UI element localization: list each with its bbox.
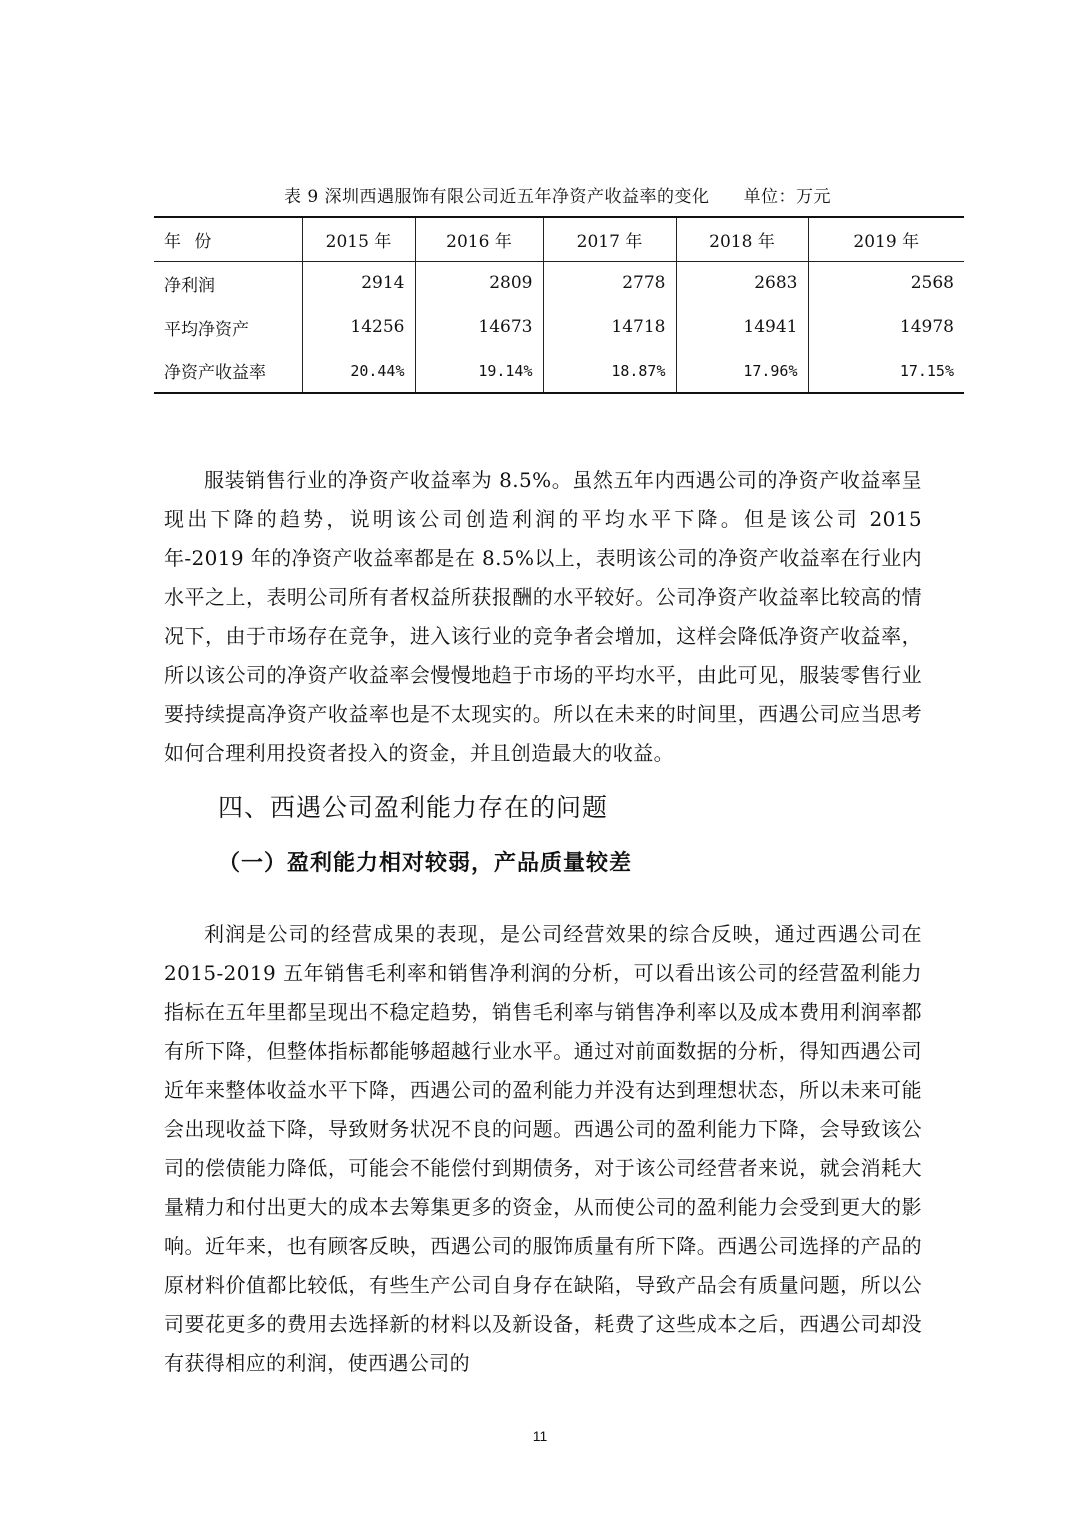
table-cell: 2568 <box>808 261 964 305</box>
table-row-net-profit <box>154 261 964 305</box>
table-caption-title: 表 9 深圳西遇服饰有限公司近五年净资产收益率的变化 <box>283 187 710 207</box>
body-paragraph-profitability: 利润是公司的经营成果的表现，是公司经营效果的综合反映，通过西遇公司在 2015-2019 五年销售毛利率和销售净利润的分析，可以看出该公司的经营盈利能力指标在五年里都呈现出不稳定趋势，销售毛利率与销售净利率以及成本费用利润率都有所下降，但整体指标都能够超越行业水平。通过对前面数据的分析，得知西遇公司近年来整体收益水平下降，西遇公司的盈利能力并没有达到理想状态，所以未来可能会出现收益下降，导致财务状况不良的问题。西遇公司的盈利能力下降，会导致该公司的偿债能力降低，可能会不能偿付到期债务，对于该公司经营者来说，就会消耗大量精力和付出更大的成本去筹集更多的资金，从而使公司的盈利能力会受到更大的影响。近年来，也有顾客反映，西遇公司的服饰质量有所下降。西遇公司选择的产品的原材料价值都比较低，有些生产公司自身存在缺陷，导致产品会有质量问题，所以公司要花更多的费用去选择新的材料以及新设备，耗费了这些成本之后，西遇公司却没有获得相应的利润，使西遇公司的 <box>164 922 922 1375</box>
subsection-heading: （一）盈利能力相对较弱，产品质量较差 <box>218 851 633 876</box>
row-label: 平均净资产 <box>164 319 249 340</box>
table-cell: 20.44% <box>302 349 415 393</box>
table-cell: 14673 <box>415 305 543 349</box>
roe-table <box>154 216 964 394</box>
table-cell: 18.87% <box>543 349 676 393</box>
row-label: 净资产收益率 <box>154 349 302 393</box>
table-row-roe <box>154 349 964 393</box>
table-cell: 17.96% <box>676 349 808 393</box>
table-row-avg-net-assets <box>154 305 964 349</box>
table-cell: 2914 <box>302 261 415 305</box>
header-cell: 2019 年 <box>808 217 964 261</box>
table-cell: 14941 <box>676 305 808 349</box>
table-cell: 2683 <box>676 261 808 305</box>
page-number: 11 <box>532 1428 548 1444</box>
body-paragraph-roe-analysis: 服装销售行业的净资产收益率为 8.5%。虽然五年内西遇公司的净资产收益率呈现出下降的趋势，说明该公司创造利润的平均水平下降。但是该公司 2015 年-2019 年的净资产收益率都是在 8.5%以上，表明该公司的净资产收益率在行业内水平之上，表明公司所有者权益所获报酬的水平较好。公司净资产收益率比较高的情况下，由于市场存在竞争，进入该行业的竞争者会增加，这样会降低净资产收益率，所以该公司的净资产收益率会慢慢地趋于市场的平均水平，由此可见，服装零售行业要持续提高净资产收益率也是不太现实的。所以在未来的时间里，西遇公司应当思考如何合理利用投资者投入的资金，并且创造最大的收益。 <box>164 468 922 765</box>
table-cell: 14718 <box>543 305 676 349</box>
row-label: 净利润 <box>164 275 215 296</box>
header-cell: 2017 年 <box>543 217 676 261</box>
table-header-row <box>154 217 964 261</box>
table-cell: 19.14% <box>415 349 543 393</box>
header-cell: 2016 年 <box>415 217 543 261</box>
header-cell: 2015 年 <box>302 217 415 261</box>
table-cell: 2809 <box>415 261 543 305</box>
table-caption-unit: 单位：万元 <box>743 187 832 207</box>
header-cell: 年 份 <box>154 217 302 261</box>
table-cell: 2778 <box>543 261 676 305</box>
table-caption <box>150 182 965 207</box>
header-cell: 2018 年 <box>676 217 808 261</box>
table-cell: 14978 <box>808 305 964 349</box>
table-cell: 14256 <box>302 305 415 349</box>
section-heading: 四、西遇公司盈利能力存在的问题 <box>218 793 609 822</box>
table-cell: 17.15% <box>808 349 964 393</box>
